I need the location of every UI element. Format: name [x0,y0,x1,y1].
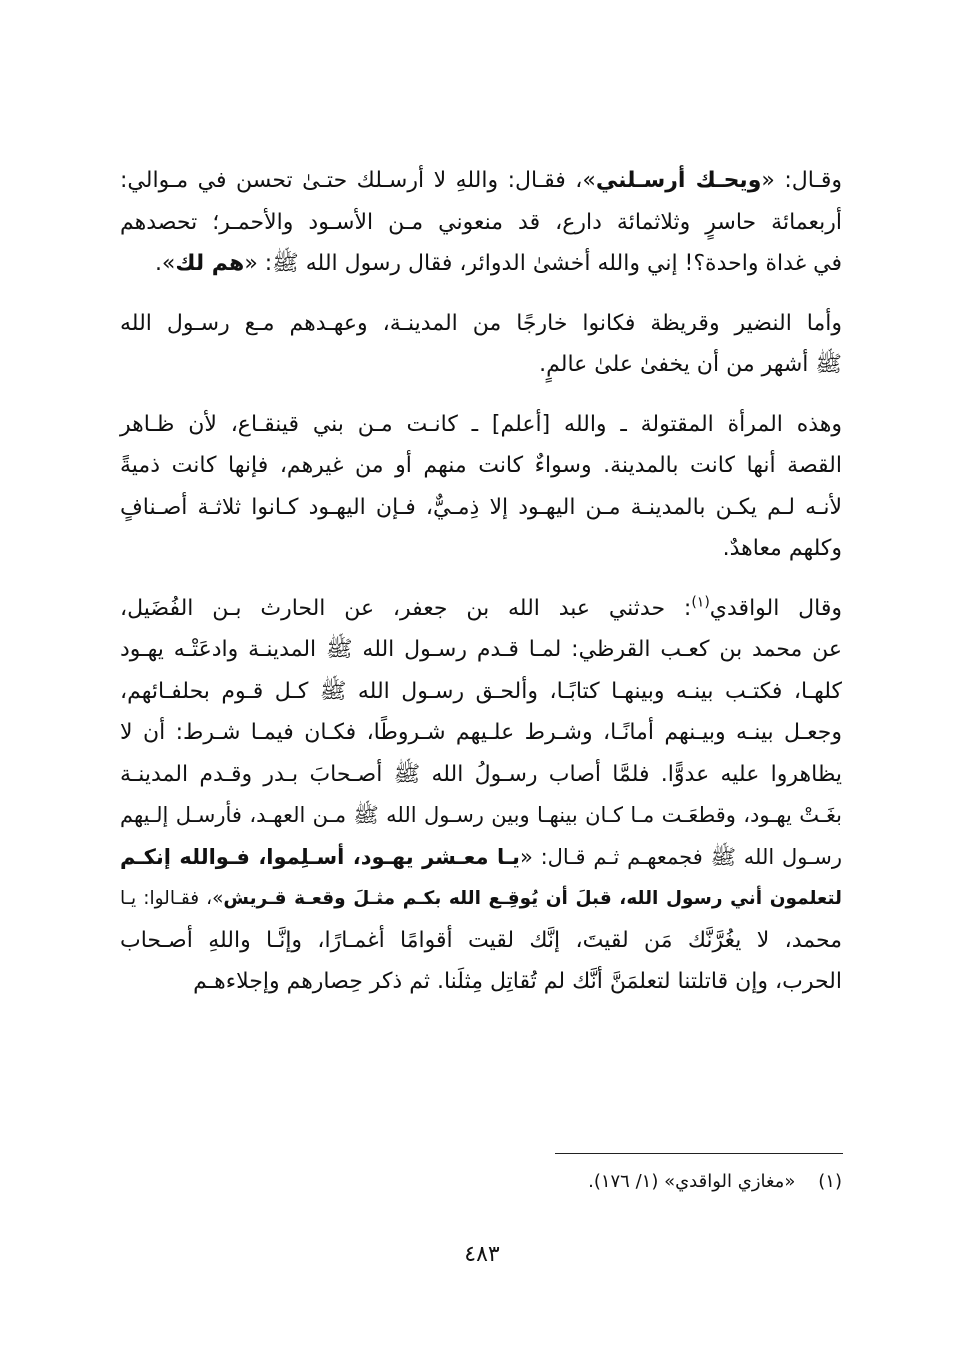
footnote-divider [555,1153,843,1154]
text-segment: رسـول الله ﷺ فجمعهـم ثـم قـال: « [519,844,843,869]
page-number: ٤٨٣ [464,1242,500,1267]
bold-text-segment: لتعلمون أني رسول الله، قبلَ أن يُوقِـع الله بكـم مثـلَ وقعـة قـريش [223,888,842,909]
text-segment: وأما النضير وقريظة فكانوا خارجًا من المدينـة، وعهـدهم مـع رسـول الله [120,310,842,336]
paragraph [120,303,842,386]
text-line [120,344,842,386]
text-line [120,712,842,754]
text-line [120,303,842,345]
text-line [120,629,842,671]
text-segment: أربعمائة حاسرٍ وثلاثمائة دارع، قد منعوني مـن الأسـود والأحمـر؛ تحصدهم [120,209,842,235]
text-segment: كلهـا، فكتـب بينـه وبينهـا كتابًـا، وألحـق رسـول الله ﷺ كـل قـوم بحلفـائهم، [120,678,842,704]
text-segment: ﷺ أشهر من أن يخفىٰ علىٰ عالمٍ. [539,352,842,377]
text-segment: وقال الواقدي [709,595,842,621]
text-segment: ». [154,251,176,276]
text-line [120,528,842,570]
text-segment: عن محمد بن كعـب القرظي: لمـا قـدم رسـول الله ﷺ المدينـة وادعَتْـه يهـود [120,637,842,662]
paragraph [120,404,842,570]
text-line [120,202,842,244]
text-line [120,920,842,962]
footnote [588,1168,842,1196]
text-segment: وكلهم معاهدٌ. [722,536,842,561]
text-segment: وجعـل بينـه وبيـنهم أمانًـا، وشـرط علـيهم شـروطًا، فكـان فيمـا شـرط: أن لا [120,720,842,745]
text-line [120,404,842,446]
footnote-reference: (١) [691,594,710,611]
paragraph [120,588,842,1003]
text-segment: : حدثني عبد الله بن جعفر، عن الحارث بـن الفُضَيل، [120,595,692,621]
text-segment: يظاهروا عليه عدوًّا. فلمَّا أصاب رسـولُ الله ﷺ أصـحابَ بـدر وقـدم المدينـة [120,761,842,787]
text-segment: القصة أنها كانت بالمدينة. وسواءٌ كانت منهم أو من غيرهم، فإنها كانت ذميةً [120,453,842,478]
bold-text-segment: يـا معـشر يهـود، أسـلِموا، فـوالله إنكـم [120,844,520,869]
text-line [120,487,842,529]
text-line [120,837,842,879]
text-line [120,671,842,713]
text-line [120,961,842,1003]
footnote-marker: (١) [818,1171,842,1192]
text-line [120,878,842,920]
text-segment: »، فقـال: واللهِ لا أرسـلك حتـىٰ تحسن في مـوالي: [120,168,596,193]
text-segment: محمد، لا يغُرَّنَّك مَن لقيتَ، إنَّك لقيت أقوامًا أغمـارًا، وإنَّـا واللهِ أصـحاب [120,927,842,953]
bold-text-segment: هم لك [175,251,245,276]
footnote-text: «مغازي الواقدي» (١/ ١٧٦). [588,1171,796,1192]
text-line [120,243,842,285]
text-segment: لأنـه لـم يكـن بالمدينـة مـن اليهـود إلا ذِمـيٌّ، فـإن اليهـود كـانوا ثلاثـة أصـنافٍ [120,494,842,520]
bold-text-segment: ويحـك أرسـلني [595,168,762,193]
text-segment: وهذه المرأة المقتولة ـ والله [أعلم] ـ كانـت مـن بني قينقـاع، لأن ظـاهر [120,411,842,437]
main-text [120,160,842,1021]
paragraph [120,160,842,285]
text-segment: الحرب، وإن قاتلتنا لتعلمَنَّ أنَّك لم تُقاتِل مِثلَنا. ثم ذكر حِصارهم وإجلاءهـم [193,969,842,994]
text-line [120,588,842,630]
text-line [120,754,842,796]
text-line [120,445,842,487]
text-line [120,795,842,837]
text-line [120,160,842,202]
text-segment: بغَـتْ يهـود، وقطعَـت مـا كـان بينهـا وبين رسـول الله ﷺ مـن العهـد، فأرسـل إلـيهم [120,803,842,827]
text-segment: في غداة واحدة؟! إني والله أخشىٰ الدوائر، فقال رسول الله ﷺ: « [244,251,842,276]
text-segment: وقـال: « [761,168,843,193]
text-segment: »، فقـالوا: يـا [120,888,224,909]
